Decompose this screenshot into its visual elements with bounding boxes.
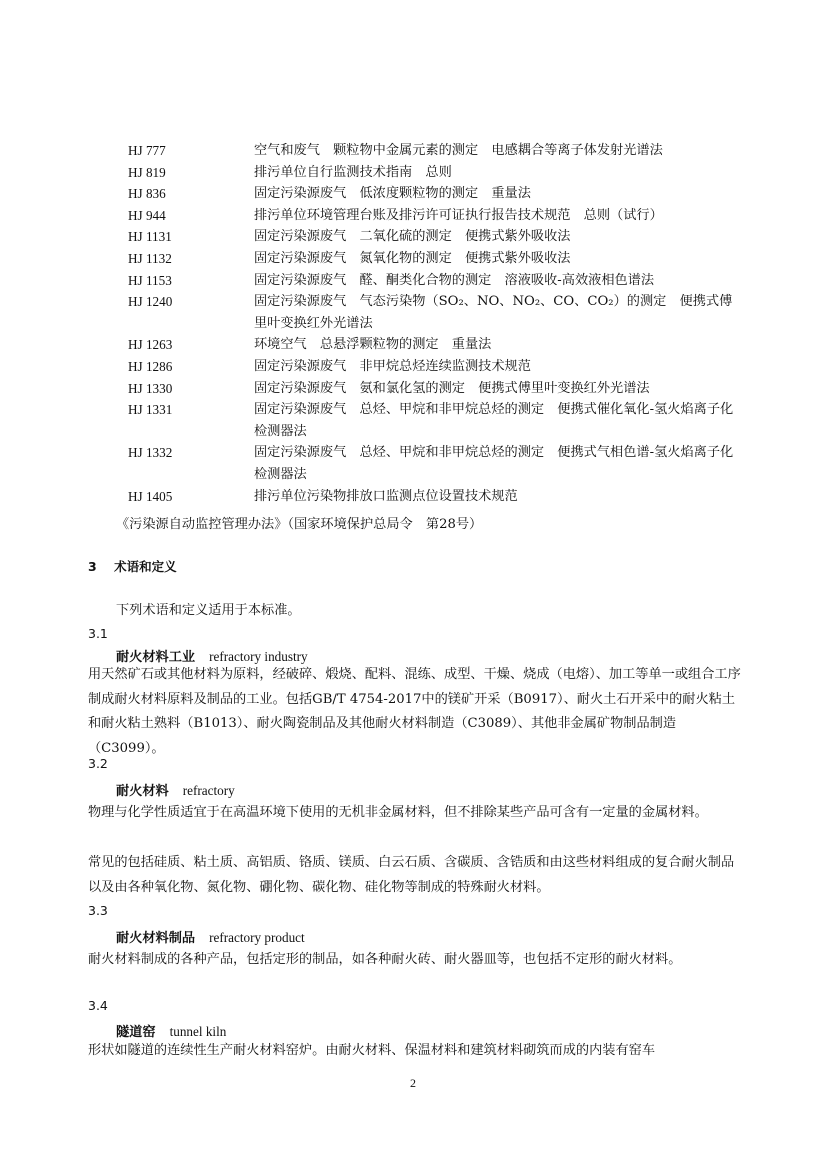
term-en: refractory (182, 783, 235, 798)
reference-row (128, 226, 738, 248)
reference-code: HJ 836 (128, 186, 166, 202)
reference-title: 固定污染源废气 总烃、甲烷和非甲烷总烃的测定 便携式催化氧化-氢火焰离子化检测器法 (254, 402, 734, 439)
reference-title: 空气和废气 颗粒物中金属元素的测定 电感耦合等离子体发射光谱法 (254, 143, 663, 158)
reference-code: HJ 777 (128, 143, 166, 158)
reference-title: 排污单位污染物排放口监测点位设置技术规范 (254, 488, 518, 504)
reference-code: HJ 1330 (128, 380, 173, 396)
reference-row (128, 270, 738, 292)
reference-title: 排污单位自行监测技术指南 总则 (254, 164, 452, 180)
reference-code: HJ 944 (128, 207, 166, 223)
term-definition (88, 663, 742, 761)
reference-code: HJ 1131 (128, 229, 172, 245)
term-number: 3.2 (88, 756, 108, 771)
term-en: refractory industry (209, 649, 308, 664)
term-zh: 耐火材料 (116, 784, 169, 799)
term-number: 3.1 (88, 626, 108, 641)
section-number: 3 (88, 559, 97, 574)
reference-code: HJ 1132 (128, 250, 172, 266)
reference-title: 固定污染源废气 非甲烷总烃连续监测技术规范 (254, 358, 531, 374)
reference-row (128, 378, 738, 400)
reference-title: 固定污染源废气 总烃、甲烷和非甲烷总烃的测定 便携式气相色谱-氢火焰离子化检测器法 (254, 445, 734, 482)
term-zh: 耐火材料制品 (116, 931, 196, 946)
term-definition (88, 948, 742, 973)
reference-title: 固定污染源废气 二氧化硫的测定 便携式紫外吸收法 (254, 229, 571, 245)
reference-code: HJ 1263 (128, 337, 173, 353)
term-heading (116, 1021, 226, 1040)
term-number: 3.4 (88, 998, 108, 1013)
reference-row (128, 248, 738, 270)
section-title: 术语和定义 (114, 559, 177, 574)
term-heading (116, 927, 305, 946)
reference-row (128, 334, 738, 356)
reference-title: 固定污染源废气 醛、酮类化合物的测定 溶液吸收-高效液相色谱法 (254, 272, 655, 288)
reference-code: HJ 1286 (128, 358, 173, 374)
normative-references-list (128, 140, 738, 507)
reference-code: HJ 1332 (128, 445, 173, 461)
term-en: refractory product (209, 930, 305, 945)
reference-code: HJ 1153 (128, 272, 172, 288)
section-heading (88, 557, 177, 575)
reference-title: 固定污染源废气 氨和氯化氢的测定 便携式傅里叶变换红外光谱法 (254, 380, 650, 396)
reference-title: 固定污染源废气 氮氧化物的测定 便携式紫外吸收法 (254, 250, 571, 266)
term-zh: 耐火材料工业 (116, 650, 196, 665)
reference-code: HJ 1331 (128, 402, 173, 418)
reference-code: HJ 819 (128, 164, 166, 180)
term-definition (88, 851, 742, 900)
reference-title: 环境空气 总悬浮颗粒物的测定 重量法 (254, 337, 492, 353)
term-heading (116, 780, 235, 799)
term-en: tunnel kiln (169, 1024, 227, 1039)
reference-title: 固定污染源废气 气态污染物（SO₂、NO、NO₂、CO、CO₂）的测定 便携式傅里叶变换红外光谱法 (254, 294, 733, 331)
reference-row (128, 183, 738, 205)
reference-row (128, 442, 738, 485)
intro-text: 下列术语和定义适用于本标准。 (116, 603, 301, 618)
regulation-reference: 《污染源自动监控管理办法》（国家环境保护总局令 第28号） (116, 517, 483, 532)
reference-row (128, 356, 738, 378)
reference-row (128, 205, 738, 227)
reference-code: HJ 1405 (128, 488, 173, 504)
reference-row (128, 162, 738, 184)
reference-code: HJ 1240 (128, 294, 173, 310)
reference-title: 排污单位环境管理台账及排污许可证执行报告技术规范 总则（试行） (254, 207, 663, 223)
reference-row (128, 486, 738, 508)
section-intro (116, 599, 742, 624)
page-number: 2 (410, 1076, 416, 1090)
term-definition (88, 1039, 742, 1064)
reference-title: 固定污染源废气 低浓度颗粒物的测定 重量法 (254, 186, 531, 202)
term-number: 3.3 (88, 903, 108, 918)
definition-paragraph: 耐火材料制成的各种产品，包括定形的制品，如各种耐火砖、耐火器皿等，也包括不定形的耐火材料。 (88, 952, 682, 967)
definition-paragraph: 用天然矿石或其他材料为原料，经破碎、煅烧、配料、混练、成型、干燥、烧成（电熔）、加工等单一或组合工序制成耐火材料原料及制品的工业。包括GB/T 4754-2017中的镁矿开采（B0917）、耐火土石开采中的耐火粘土和耐火粘土熟料（B1013）、耐火陶瓷制品及其他耐火材料制造（C3089）、其他非金属矿物制品制造（C3099）。 (88, 667, 741, 756)
definition-paragraph: 常见的包括硅质、粘土质、高铝质、铬质、镁质、白云石质、含碳质、含锆质和由这些材料组成的复合耐火制品以及由各种氧化物、氮化物、硼化物、碳化物、硅化物等制成的特殊耐火材料。 (88, 855, 735, 895)
reference-row (128, 140, 738, 162)
reference-row (128, 291, 738, 334)
reference-row (128, 399, 738, 442)
definition-paragraph: 物理与化学性质适宜于在高温环境下使用的无机非金属材料，但不排除某些产品可含有一定量的金属材料。 (88, 805, 708, 820)
definition-paragraph: 形状如隧道的连续性生产耐火材料窑炉。由耐火材料、保温材料和建筑材料砌筑而成的内装有窑车 (88, 1043, 656, 1058)
term-definition (88, 801, 742, 826)
term-zh: 隧道窑 (116, 1025, 156, 1040)
